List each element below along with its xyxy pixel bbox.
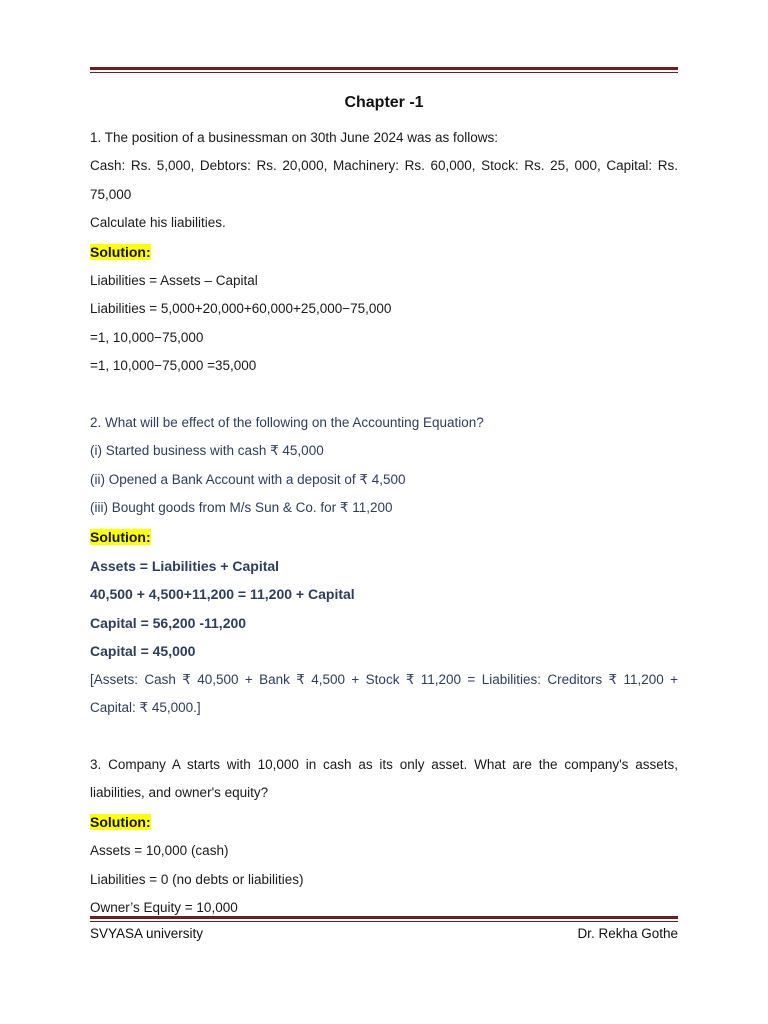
q2-step: Assets = Liabilities + Capital	[90, 558, 280, 575]
q3-step: Owner’s Equity = 10,000	[90, 899, 238, 915]
q2-solution-label: Solution:	[90, 528, 151, 545]
q2-summary: [Assets: Cash ₹ 40,500 + Bank ₹ 4,500 + Stock ₹ 11,200 = Liabilities: Creditors ₹ 11,200 + Capital: ₹ 45,000.]	[90, 671, 678, 716]
footer-author: Dr. Rekha Gothe	[577, 926, 678, 941]
q1-data: Cash: Rs. 5,000, Debtors: Rs. 20,000, Machinery: Rs. 60,000, Stock: Rs. 25, 000, Capital: Rs. 75,000	[90, 158, 678, 202]
q2-step: Capital = 56,200 -11,200	[90, 614, 247, 631]
q1-solution-label: Solution:	[90, 243, 151, 260]
q2-step: Capital = 45,000	[90, 643, 196, 660]
footer-rule	[90, 916, 678, 922]
q1-step: Liabilities = 5,000+20,000+60,000+25,000−75,000	[90, 301, 392, 317]
q1-step: =1, 10,000−75,000	[90, 329, 204, 345]
page-title: Chapter -1	[344, 94, 424, 111]
q1-step: =1, 10,000−75,000 =35,000	[90, 358, 257, 374]
q3-step: Assets = 10,000 (cash)	[90, 843, 229, 859]
q2-step: 40,500 + 4,500+11,200 = 11,200 + Capital	[90, 586, 355, 603]
q2-item: (iii) Bought goods from M/s Sun & Co. for ₹ 11,200	[90, 500, 393, 516]
document-body	[90, 124, 678, 922]
header-rule	[90, 67, 678, 73]
q2-question: 2. What will be effect of the following on the Accounting Equation?	[90, 415, 484, 431]
q2-item: (ii) Opened a Bank Account with a deposit of ₹ 4,500	[90, 471, 406, 487]
page-footer	[90, 926, 678, 941]
q1-question: 1. The position of a businessman on 30th June 2024 was as follows:	[90, 130, 499, 145]
q3-step: Liabilities = 0 (no debts or liabilities)	[90, 871, 304, 887]
q1-ask: Calculate his liabilities.	[90, 215, 226, 231]
footer-university: SVYASA university	[90, 926, 204, 941]
q1-step: Liabilities = Assets – Capital	[90, 273, 258, 289]
q3-question: 3. Company A starts with 10,000 in cash as its only asset. What are the company's assets, liabilities, and owner's equity?	[90, 756, 678, 801]
q3-solution-label: Solution:	[90, 813, 151, 830]
q2-item: (i) Started business with cash ₹ 45,000	[90, 443, 324, 459]
